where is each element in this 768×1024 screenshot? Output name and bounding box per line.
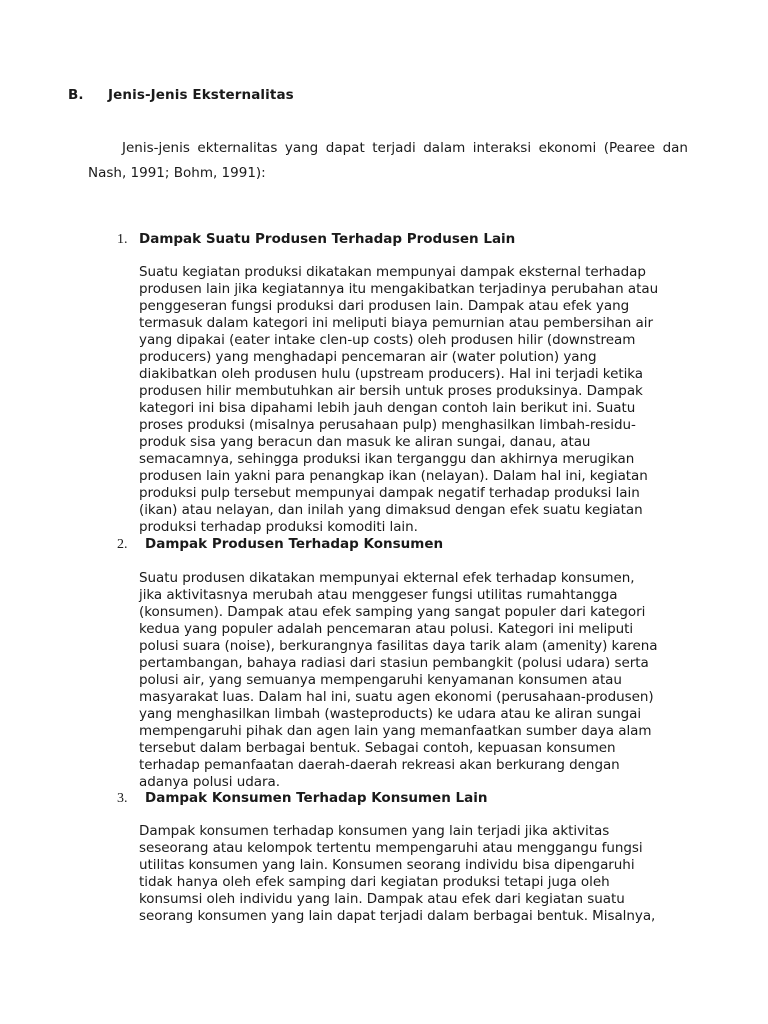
item-number: 1. [117, 232, 128, 247]
body-line: polusi air, yang semuanya mempengaruhi kenyamanan konsumen atau [139, 672, 622, 688]
body-line: penggeseran fungsi produksi dari produsen lain. Dampak atau efek yang [139, 298, 630, 314]
item-number: 3. [117, 791, 128, 806]
body-line: pertambangan, bahaya radiasi dari stasiun pembangkit (polusi udara) serta [139, 655, 649, 671]
body-line: termasuk dalam kategori ini meliputi biaya pemurnian atau pembersihan air [139, 315, 653, 331]
item-heading-2 [117, 536, 443, 553]
body-line: Dampak konsumen terhadap konsumen yang lain terjadi jika aktivitas [139, 823, 610, 839]
intro-paragraph [88, 136, 688, 186]
item-body-2 [139, 570, 675, 791]
body-line: tersebut dalam berbagai bentuk. Sebagai contoh, kepuasan konsumen [139, 740, 616, 756]
body-line: (konsumen). Dampak atau efek samping yang sangat populer dari kategori [139, 604, 646, 620]
body-line: tidak hanya oleh efek samping dari kegiatan produksi tetapi juga oleh [139, 874, 610, 890]
body-line: diakibatkan oleh produsen hulu (upstream producers). Hal ini terjadi ketika [139, 366, 644, 382]
body-line: kategori ini bisa dipahami lebih jauh dengan contoh lain berikut ini. Suatu [139, 400, 636, 416]
section-title: Jenis-Jenis Eksternalitas [108, 87, 294, 103]
body-line: Suatu produsen dikatakan mempunyai ekternal efek terhadap konsumen, [139, 570, 635, 586]
body-line: terhadap pemanfaatan daerah-daerah rekreasi akan berkurang dengan [139, 757, 620, 773]
body-line: yang menghasilkan limbah (wasteproducts) ke udara atau ke aliran sungai [139, 706, 642, 722]
item-title: Dampak Konsumen Terhadap Konsumen Lain [145, 790, 488, 806]
body-line: mempengaruhi pihak dan agen lain yang memanfaatkan sumber daya alam [139, 723, 652, 739]
item-title: Dampak Suatu Produsen Terhadap Produsen Lain [139, 231, 516, 247]
item-number: 2. [117, 537, 128, 552]
section-letter: B. [68, 87, 84, 103]
body-line: proses produksi (misalnya perusahaan pulp) menghasilkan limbah-residu- [139, 417, 636, 433]
body-line: utilitas konsumen yang lain. Konsumen seorang individu bisa dipengaruhi [139, 857, 635, 873]
body-line: Suatu kegiatan produksi dikatakan mempunyai dampak eksternal terhadap [139, 264, 646, 280]
intro-line: Jenis-jenis ekternalitas yang dapat terjadi dalam interaksi ekonomi (Pearee [122, 140, 656, 156]
item-body-1 [139, 264, 675, 536]
body-line: masyarakat luas. Dalam hal ini, suatu agen ekonomi (perusahaan-produsen) [139, 689, 654, 705]
intro-line: dan Nash, 1991; Bohm, 1991): [88, 140, 688, 181]
item-heading-3 [117, 790, 487, 807]
body-line: konsumsi oleh individu yang lain. Dampak atau efek dari kegiatan suatu [139, 891, 625, 907]
body-line: produksi terhadap produksi komoditi lain. [139, 519, 418, 535]
section-heading [68, 87, 294, 103]
item-title: Dampak Produsen Terhadap Konsumen [145, 536, 444, 552]
body-line: (ikan) atau nelayan, dan inilah yang dimaksud dengan efek suatu kegiatan [139, 502, 643, 518]
body-line: produsen hilir membutuhkan air bersih untuk proses produksinya. Dampak [139, 383, 643, 399]
body-line: produsen lain jika kegiatannya itu mengakibatkan terjadinya perubahan atau [139, 281, 659, 297]
item-heading-1 [117, 231, 515, 248]
body-line: produk sisa yang beracun dan masuk ke aliran sungai, danau, atau [139, 434, 591, 450]
body-line: adanya polusi udara. [139, 774, 280, 790]
item-body-3 [139, 823, 675, 925]
body-line: seorang konsumen yang lain dapat terjadi dalam berbagai bentuk. Misalnya, [139, 908, 656, 924]
body-line: kedua yang populer adalah pencemaran atau polusi. Kategori ini meliputi [139, 621, 634, 637]
body-line: semacamnya, sehingga produksi ikan terganggu dan akhirnya merugikan [139, 451, 635, 467]
body-line: produsen lain yakni para penangkap ikan (nelayan). Dalam hal ini, kegiatan [139, 468, 648, 484]
body-line: producers) yang menghadapi pencemaran air (water polution) yang [139, 349, 597, 365]
body-line: yang dipakai (eater intake clen-up costs) oleh produsen hilir (downstream [139, 332, 636, 348]
body-line: seseorang atau kelompok tertentu mempengaruhi atau menggangu fungsi [139, 840, 643, 856]
body-line: jika aktivitasnya merubah atau menggeser fungsi utilitas rumahtangga [139, 587, 618, 603]
body-line: produksi pulp tersebut mempunyai dampak negatif terhadap produksi lain [139, 485, 640, 501]
body-line: polusi suara (noise), berkurangnya fasilitas daya tarik alam (amenity) karena [139, 638, 658, 654]
